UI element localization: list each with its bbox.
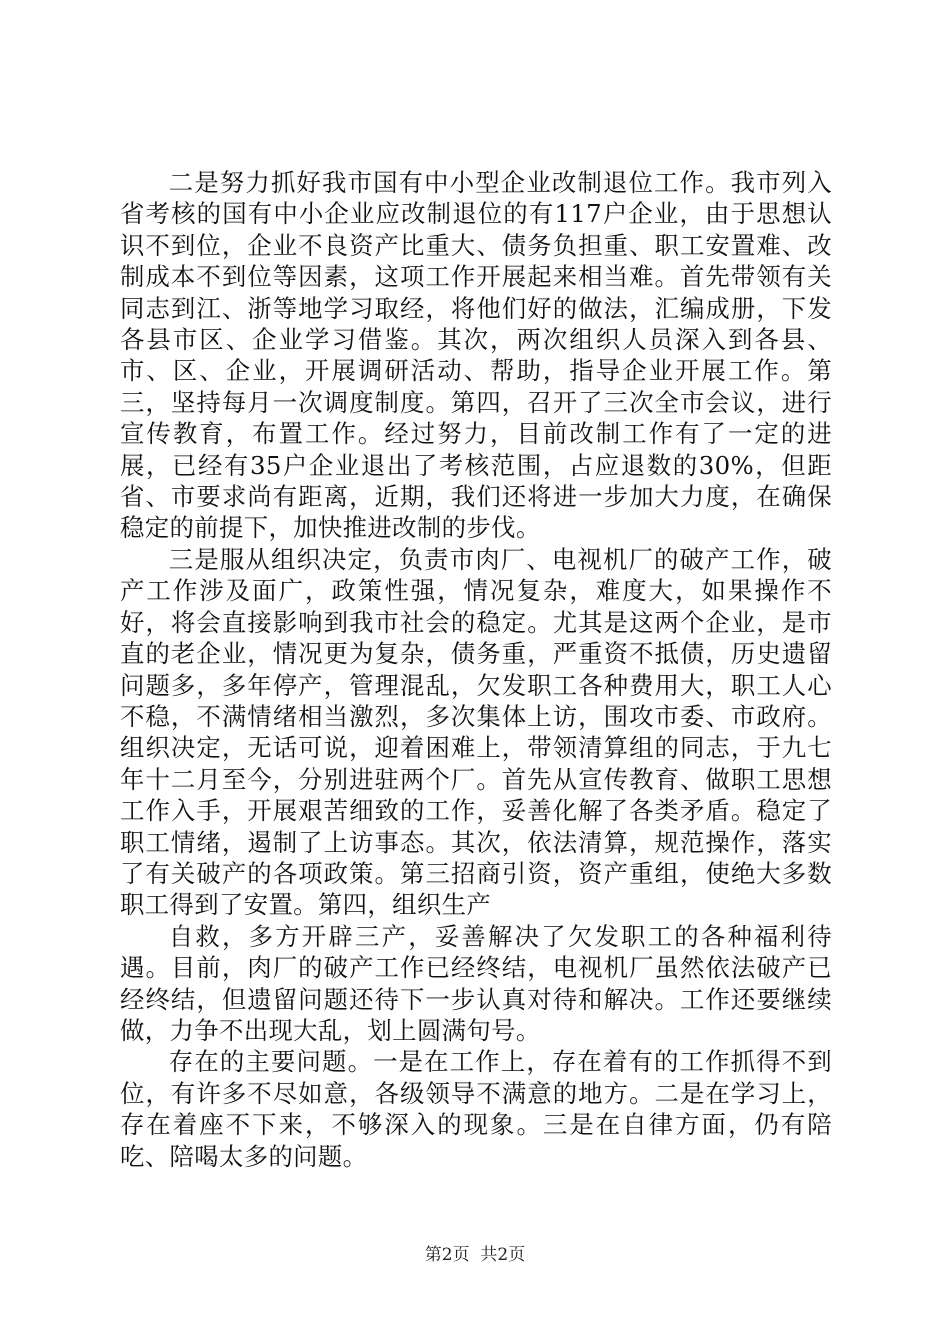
page-total: 共2页 bbox=[480, 1245, 526, 1265]
page-footer bbox=[0, 1244, 950, 1266]
paragraph-self-rescue: 自救，多方开辟三产，妥善解决了欠发职工的各种福利待遇。目前，肉厂的破产工作已经终结，电视机厂虽然依法破产已经终结，但遗留问题还待下一步认真对待和解决。工作还要继续做，力争不出现大乱，划上圆满句号。 bbox=[120, 921, 832, 1045]
paragraph-bankruptcy-work: 三是服从组织决定，负责市肉厂、电视机厂的破产工作，破产工作涉及面广，政策性强，情况复杂，难度大，如果操作不好，将会直接影响到我市社会的稳定。尤其是这两个企业，是市直的老企业，情况更为复杂，债务重，严重资不抵债，历史遗留问题多，多年停产，管理混乱，欠发职工各种费用大，职工人心不稳，不满情绪相当激烈，多次集体上访，围攻市委、市政府。组织决定，无话可说，迎着困难上，带领清算组的同志，于九七年十二月至今，分别进驻两个厂。首先从宣传教育、做职工思想工作入手，开展艰苦细致的工作，妥善化解了各类矛盾。稳定了职工情绪，遏制了上访事态。其次，依法清算，规范操作，落实了有关破产的各项政策。第三招商引资，资产重组，使绝大多数职工得到了安置。第四，组织生产 bbox=[120, 544, 832, 920]
page-number: 第2页 bbox=[424, 1245, 470, 1265]
document-body bbox=[120, 167, 832, 1172]
paragraph-main-problems: 存在的主要问题。一是在工作上，存在着有的工作抓得不到位，有许多不尽如意，各级领导不满意的地方。二是在学习上，存在着座不下来，不够深入的现象。三是在自律方面，仍有陪吃、陪喝太多的问题。 bbox=[120, 1047, 832, 1171]
paragraph-enterprise-reform: 二是努力抓好我市国有中小型企业改制退位工作。我市列入省考核的国有中小企业应改制退位的有117户企业，由于思想认识不到位，企业不良资产比重大、债务负担重、职工安置难、改制成本不到位等因素，这项工作开展起来相当难。首先带领有关同志到江、浙等地学习取经，将他们好的做法，汇编成册，下发各县市区、企业学习借鉴。其次，两次组织人员深入到各县、市、区、企业，开展调研活动、帮助，指导企业开展工作。第三，坚持每月一次调度制度。第四，召开了三次全市会议，进行宣传教育，布置工作。经过努力，目前改制工作有了一定的进展，已经有35户企业退出了考核范围，占应退数的30%，但距省、市要求尚有距离，近期，我们还将进一步加大力度，在确保稳定的前提下，加快推进改制的步伐。 bbox=[120, 168, 832, 543]
